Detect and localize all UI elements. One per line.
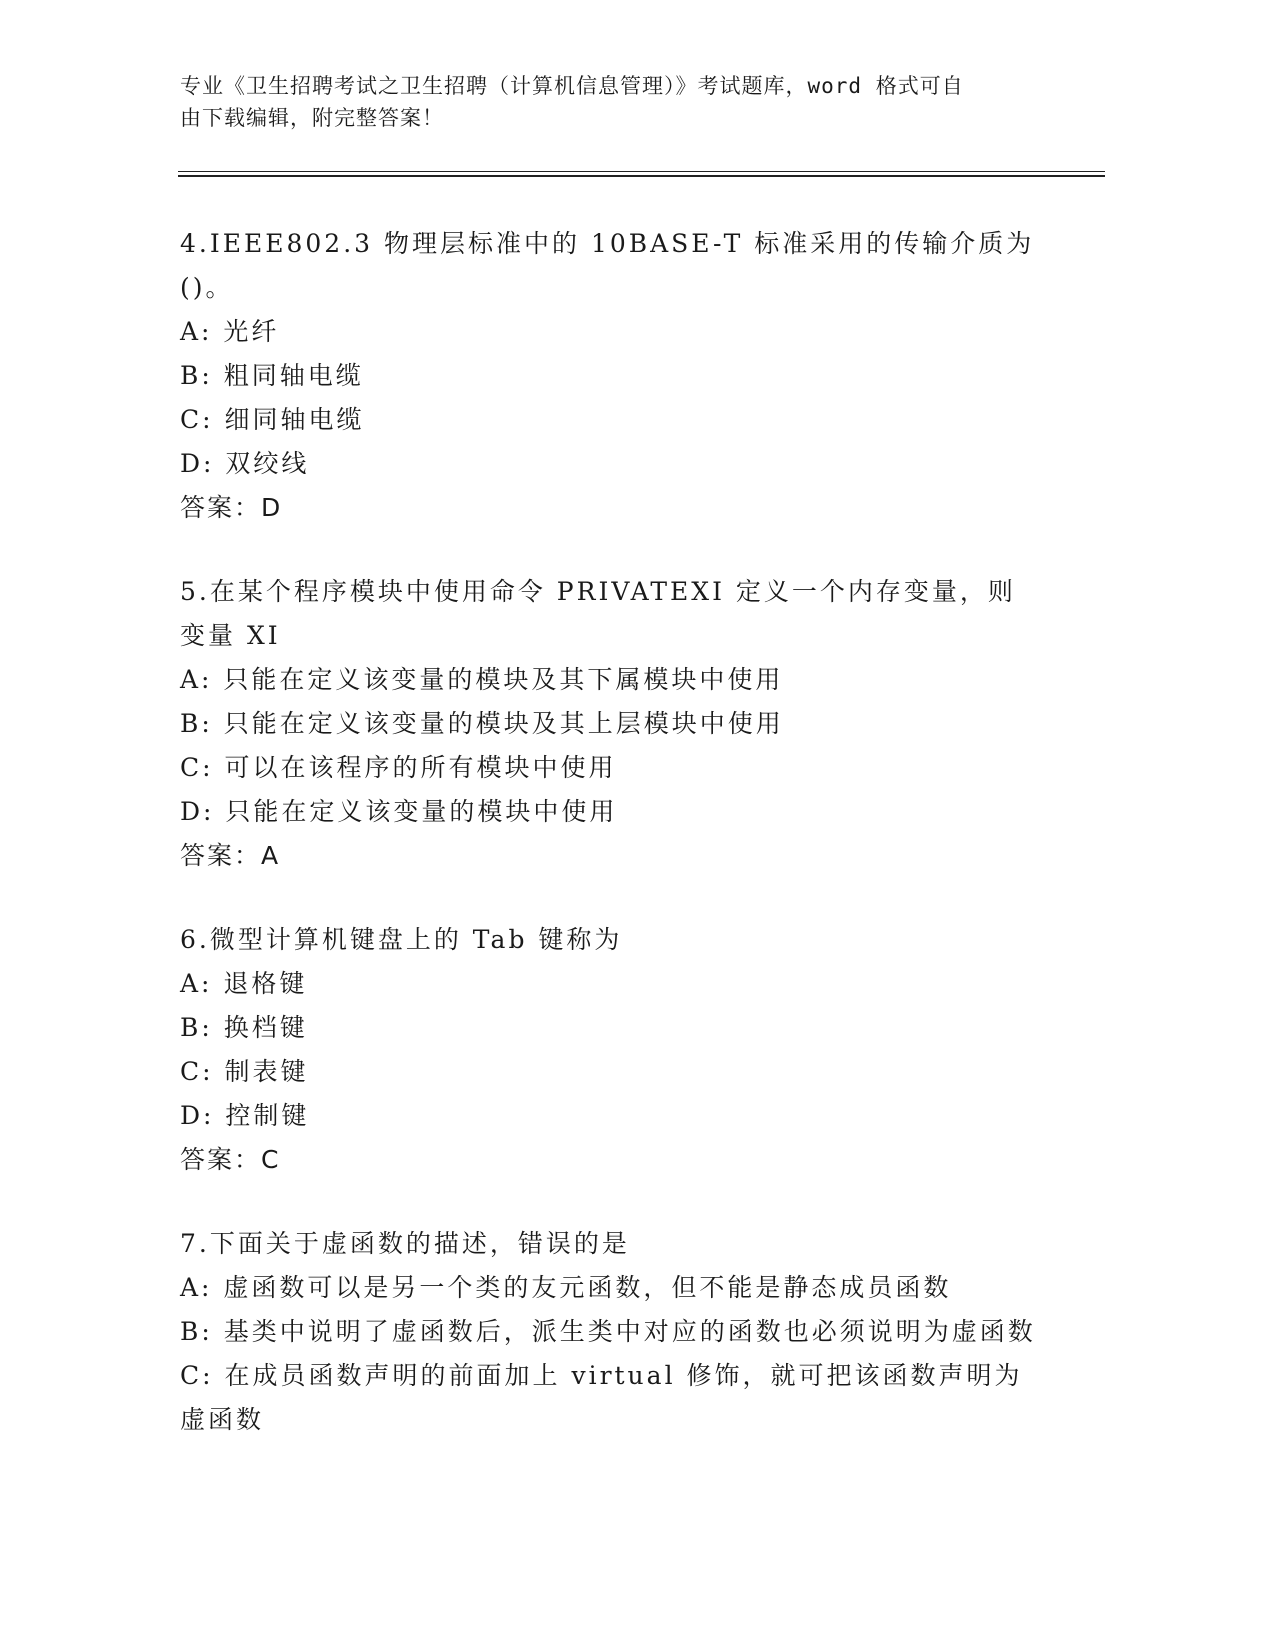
- question-5: [180, 570, 1040, 878]
- answer-text: 答案：A: [180, 841, 281, 870]
- answer-text: 答案：D: [180, 493, 283, 522]
- option-a: A: 只能在定义该变量的模块及其下属模块中使用: [180, 665, 784, 694]
- header-divider-thick: [178, 175, 1105, 177]
- option-c: C: 制表键: [180, 1057, 309, 1086]
- option-d: D: 控制键: [180, 1101, 310, 1130]
- option-b: B: 换档键: [180, 1013, 308, 1042]
- question-7: [180, 1222, 1040, 1442]
- option-b: B: 只能在定义该变量的模块及其上层模块中使用: [180, 709, 784, 738]
- option-d: D: 双绞线: [180, 449, 310, 478]
- option-c: C: 细同轴电缆: [180, 405, 365, 434]
- question-stem: 7.下面关于虚函数的描述，错误的是: [180, 1229, 630, 1258]
- question-list: [180, 222, 1040, 1482]
- option-a: A: 退格键: [180, 969, 308, 998]
- header-line-1: 专业《卫生招聘考试之卫生招聘（计算机信息管理）》考试题库，word 格式可自: [180, 74, 964, 98]
- question-6: [180, 918, 1040, 1182]
- option-b: B: 基类中说明了虚函数后，派生类中对应的函数也必须说明为虚函数: [180, 1317, 1036, 1346]
- question-stem: 4.IEEE802.3 物理层标准中的 10BASE-T 标准采用的传输介质为()。: [180, 229, 1035, 302]
- header-divider-thin: [178, 171, 1105, 172]
- option-d: D: 只能在定义该变量的模块中使用: [180, 797, 618, 826]
- option-a: A: 光纤: [180, 317, 280, 346]
- question-4: [180, 222, 1040, 530]
- option-c: C: 可以在该程序的所有模块中使用: [180, 753, 617, 782]
- question-stem: 5.在某个程序模块中使用命令 PRIVATEXI 定义一个内存变量，则变量 XI: [180, 577, 1016, 650]
- header-line-2: 由下载编辑，附完整答案！: [180, 106, 444, 130]
- question-stem: 6.微型计算机键盘上的 Tab 键称为: [180, 925, 623, 954]
- option-b: B: 粗同轴电缆: [180, 361, 364, 390]
- document-header: [180, 70, 1060, 134]
- option-c: C: 在成员函数声明的前面加上 virtual 修饰，就可把该函数声明为虚函数: [180, 1361, 1023, 1434]
- answer-text: 答案：C: [180, 1145, 281, 1174]
- option-a: A: 虚函数可以是另一个类的友元函数，但不能是静态成员函数: [180, 1273, 952, 1302]
